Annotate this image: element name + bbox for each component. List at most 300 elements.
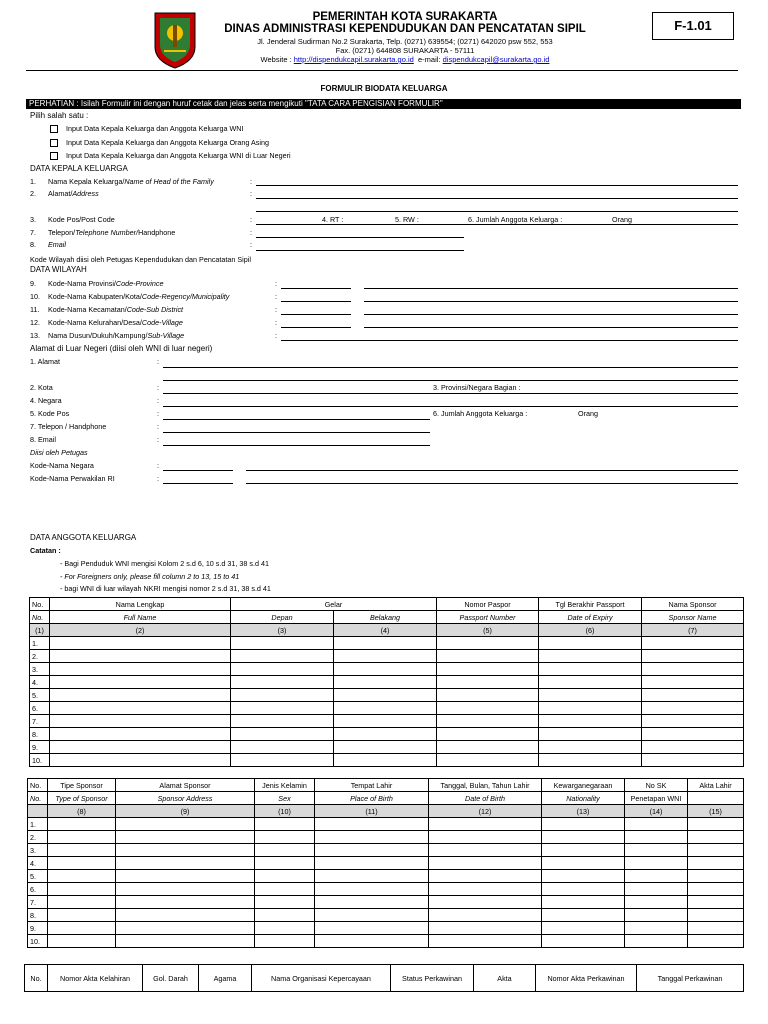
table-cell-input[interactable]	[48, 857, 116, 870]
country-code-input[interactable]	[163, 470, 233, 471]
table-cell-input[interactable]	[255, 831, 315, 844]
table-cell-input[interactable]	[429, 922, 542, 935]
row-number: 9.	[28, 922, 48, 935]
table-cell-input[interactable]	[116, 935, 255, 948]
table-cell-input[interactable]	[50, 650, 231, 663]
abroad-address-input-2[interactable]	[163, 380, 738, 381]
table-cell-input[interactable]	[334, 637, 437, 650]
table-cell-input[interactable]	[437, 754, 539, 767]
wilayah-label-13: Nama Dusun/Dukuh/Kampung/Sub-Village	[48, 331, 185, 340]
abroad-phone-input[interactable]	[163, 432, 430, 433]
t3-h-akta: Akta	[474, 965, 536, 992]
table-cell-input[interactable]	[429, 831, 542, 844]
table-cell-input[interactable]	[542, 831, 625, 844]
table-cell-input[interactable]	[116, 896, 255, 909]
table-cell-input[interactable]	[334, 754, 437, 767]
field-8-no: 8.	[30, 240, 36, 249]
table-cell-input[interactable]	[429, 896, 542, 909]
table-cell-input[interactable]	[48, 909, 116, 922]
table-cell-input[interactable]	[231, 715, 334, 728]
choice-label: Input Data Kepala Keluarga dan Anggota Keluarga WNI di Luar Negeri	[66, 151, 291, 160]
table-cell-input[interactable]	[437, 728, 539, 741]
table-cell-input[interactable]	[315, 935, 429, 948]
table-row	[30, 754, 744, 767]
table-cell-input[interactable]	[539, 650, 642, 663]
table-cell-input[interactable]	[625, 870, 688, 883]
col-expiry-header: Tgl Berakhir Passport	[539, 598, 642, 611]
table-cell-input[interactable]	[315, 883, 429, 896]
abroad-address-input-1[interactable]	[163, 367, 738, 368]
member-count-label: 6. Jumlah Anggota Keluarga :	[468, 215, 563, 224]
col-title-header: Gelar	[231, 598, 437, 611]
table-cell-input[interactable]	[315, 896, 429, 909]
website-label: Website :	[260, 55, 292, 64]
table-cell-input[interactable]	[539, 715, 642, 728]
member-table-1	[29, 597, 744, 767]
choice-foreign[interactable]	[50, 138, 269, 147]
rt-label: 4. RT :	[322, 215, 344, 224]
table-cell-input[interactable]	[255, 870, 315, 883]
table-cell-input[interactable]	[315, 870, 429, 883]
table-cell-input[interactable]	[539, 754, 642, 767]
regency-name-input[interactable]	[364, 301, 738, 302]
table-cell-input[interactable]	[315, 857, 429, 870]
t3-h-status: Status Perkawinan	[391, 965, 474, 992]
table-cell-input[interactable]	[625, 909, 688, 922]
row-number: 8.	[30, 728, 50, 741]
wilayah-heading: DATA WILAYAH	[30, 265, 87, 274]
table-cell-input[interactable]	[315, 818, 429, 831]
t2-h-birthplace-en: Place of Birth	[315, 792, 429, 805]
village-code-input[interactable]	[281, 327, 351, 328]
table-cell-input[interactable]	[116, 844, 255, 857]
table-cell-input[interactable]	[334, 676, 437, 689]
colon: :	[157, 396, 159, 405]
col-number: (6)	[539, 624, 642, 637]
field-3-no: 3.	[30, 215, 36, 224]
wilayah-row-13: 13.	[30, 331, 40, 340]
table-cell-input[interactable]	[688, 844, 744, 857]
abroad-email-input[interactable]	[163, 445, 430, 446]
t3-h-organisasi: Nama Organisasi Kepercayaan	[252, 965, 391, 992]
email-input[interactable]	[256, 250, 464, 251]
colon: :	[275, 331, 277, 340]
t2-h-address: Alamat Sponsor	[116, 779, 255, 792]
t2-h-sex-en: Sex	[255, 792, 315, 805]
district-name-input[interactable]	[364, 314, 738, 315]
table-cell-input[interactable]	[429, 909, 542, 922]
province-code-input[interactable]	[281, 288, 351, 289]
wilayah-label-9: Kode-Nama Provinsi/Code-Province	[48, 279, 164, 288]
row-number: 4.	[30, 676, 50, 689]
table-cell-input[interactable]	[542, 857, 625, 870]
table-cell-input[interactable]	[116, 909, 255, 922]
col-number	[28, 805, 48, 818]
table-row	[30, 689, 744, 702]
table-cell-input[interactable]	[688, 870, 744, 883]
table-cell-input[interactable]	[437, 702, 539, 715]
table-cell-input[interactable]	[688, 831, 744, 844]
table-cell-input[interactable]	[688, 857, 744, 870]
col-number: (7)	[642, 624, 744, 637]
table-row	[28, 870, 744, 883]
table-cell-input[interactable]	[255, 922, 315, 935]
table-cell-input[interactable]	[50, 663, 231, 676]
kode-wilayah-note: Kode Wilayah diisi oleh Petugas Kependudukan dan Pencatatan Sipil	[30, 255, 251, 264]
table-cell-input[interactable]	[334, 728, 437, 741]
note-1: - Bagi Penduduk WNI mengisi Kolom 2 s.d 6, 10 s.d 31, 38 s.d 41	[60, 559, 269, 568]
country-name-input[interactable]	[246, 470, 738, 471]
header-agency-title: DINAS ADMINISTRASI KEPENDUDUKAN DAN PENCATATAN SIPIL	[224, 23, 586, 35]
table-cell-input[interactable]	[429, 818, 542, 831]
table-cell-input[interactable]	[50, 702, 231, 715]
t2-h-type: Tipe Sponsor	[48, 779, 116, 792]
table-cell-input[interactable]	[437, 741, 539, 754]
member-table-3	[24, 964, 744, 992]
col-number: (5)	[437, 624, 539, 637]
col-number: (8)	[48, 805, 116, 818]
col-number: (2)	[50, 624, 231, 637]
table-cell-input[interactable]	[539, 637, 642, 650]
table-cell-input[interactable]	[50, 676, 231, 689]
table-cell-input[interactable]	[231, 702, 334, 715]
colon: :	[157, 461, 159, 470]
table-row	[28, 883, 744, 896]
table-cell-input[interactable]	[231, 741, 334, 754]
city-emblem-logo	[152, 11, 198, 69]
luar-provinsi-label: 3. Provinsi/Negara Bagian :	[433, 383, 521, 392]
table-cell-input[interactable]	[688, 935, 744, 948]
colon: :	[250, 189, 252, 198]
table-cell-input[interactable]	[50, 689, 231, 702]
luar-kode-negara-label: Kode-Nama Negara	[30, 461, 94, 470]
table-row	[30, 702, 744, 715]
header-web-line	[200, 55, 610, 64]
table-cell-input[interactable]	[539, 663, 642, 676]
table-cell-input[interactable]	[231, 650, 334, 663]
table-cell-input[interactable]	[255, 935, 315, 948]
choice-abroad[interactable]	[50, 151, 291, 160]
luar-petugas-note: Diisi oleh Petugas	[30, 448, 88, 457]
t3-h-akta-lahir: Nomor Akta Kelahiran	[48, 965, 143, 992]
form-code-box: F-1.01	[652, 12, 734, 40]
table-row	[30, 663, 744, 676]
address-input-1[interactable]	[256, 198, 738, 199]
table-cell-input[interactable]	[625, 883, 688, 896]
colon: :	[250, 240, 252, 249]
table-cell-input[interactable]	[255, 818, 315, 831]
table-cell-input[interactable]	[334, 650, 437, 663]
table-cell-input[interactable]	[625, 935, 688, 948]
luar-jumlah-label: 6. Jumlah Anggota Keluarga :	[433, 409, 528, 418]
choice-wni[interactable]	[50, 124, 243, 133]
table-cell-input[interactable]	[437, 689, 539, 702]
table-cell-input[interactable]	[255, 896, 315, 909]
field-7-no: 7.	[30, 228, 36, 237]
table-row	[30, 728, 744, 741]
table-cell-input[interactable]	[429, 870, 542, 883]
table-cell-input[interactable]	[542, 896, 625, 909]
note-2: - For Foreigners only, please fill column 2 to 13, 15 to 41	[60, 572, 240, 581]
table-cell-input[interactable]	[116, 870, 255, 883]
luar-telepon-label: 7. Telepon / Handphone	[30, 422, 107, 431]
table-cell-input[interactable]	[542, 844, 625, 857]
table-cell-input[interactable]	[539, 741, 642, 754]
orang-label: Orang	[612, 215, 632, 224]
abroad-postcode-input[interactable]	[163, 419, 430, 420]
table-cell-input[interactable]	[255, 909, 315, 922]
table-cell-input[interactable]	[116, 922, 255, 935]
wilayah-row-9: 9.	[30, 279, 36, 288]
table-cell-input[interactable]	[625, 818, 688, 831]
table-cell-input[interactable]	[116, 857, 255, 870]
table-cell-input[interactable]	[625, 831, 688, 844]
colon: :	[157, 383, 159, 392]
table-cell-input[interactable]	[231, 728, 334, 741]
table-row	[28, 818, 744, 831]
table-cell-input[interactable]	[48, 922, 116, 935]
table-cell-input[interactable]	[231, 689, 334, 702]
table-cell-input[interactable]	[642, 754, 744, 767]
head-name-input[interactable]	[256, 185, 738, 186]
row-number: 2.	[30, 650, 50, 663]
table-cell-input[interactable]	[255, 844, 315, 857]
col-number: (14)	[625, 805, 688, 818]
subvillage-input[interactable]	[281, 340, 738, 341]
luar-email-label: 8. Email	[30, 435, 56, 444]
abroad-country-input[interactable]	[163, 406, 738, 407]
table-cell-input[interactable]	[625, 844, 688, 857]
row-number: 7.	[30, 715, 50, 728]
table-cell-input[interactable]	[642, 650, 744, 663]
col-number: (15)	[688, 805, 744, 818]
table-cell-input[interactable]	[437, 715, 539, 728]
col-number: (13)	[542, 805, 625, 818]
luar-alamat-label: 1. Alamat	[30, 357, 60, 366]
row-number: 2.	[28, 831, 48, 844]
table-cell-input[interactable]	[437, 676, 539, 689]
table-cell-input[interactable]	[255, 883, 315, 896]
table-cell-input[interactable]	[642, 715, 744, 728]
col-sponsor-header-en: Sponsor Name	[642, 611, 744, 624]
table-cell-input[interactable]	[315, 831, 429, 844]
table-cell-input[interactable]	[315, 844, 429, 857]
field-1-label: Nama Kepala Keluarga/Name of Head of the Family	[48, 177, 214, 186]
row-number: 10.	[28, 935, 48, 948]
colon: :	[275, 318, 277, 327]
luar-heading: Alamat di Luar Negeri (diisi oleh WNI di luar negeri)	[30, 344, 213, 353]
table-cell-input[interactable]	[48, 818, 116, 831]
table-cell-input[interactable]	[542, 935, 625, 948]
table-cell-input[interactable]	[642, 702, 744, 715]
table-cell-input[interactable]	[625, 857, 688, 870]
note-3: - bagi WNI di luar wilayah NKRI mengisi nomor 2 s.d 31, 38 s.d 41	[60, 584, 271, 593]
table-cell-input[interactable]	[315, 909, 429, 922]
table-cell-input[interactable]	[50, 715, 231, 728]
table-row	[28, 922, 744, 935]
table-cell-input[interactable]	[437, 650, 539, 663]
t2-h-birthdate: Tanggal, Bulan, Tahun Lahir	[429, 779, 542, 792]
table-cell-input[interactable]	[542, 922, 625, 935]
table-cell-input[interactable]	[315, 922, 429, 935]
table-row	[30, 676, 744, 689]
t2-h-sk: No SK	[625, 779, 688, 792]
email-label: e-mail:	[418, 55, 441, 64]
table-cell-input[interactable]	[429, 883, 542, 896]
table-cell-input[interactable]	[625, 896, 688, 909]
t2-h-birthplace: Tempat Lahir	[315, 779, 429, 792]
row-number: 3.	[30, 663, 50, 676]
table-cell-input[interactable]	[642, 663, 744, 676]
col-back-title-header: Belakang	[334, 611, 437, 624]
t2-h-birthdate-en: Date of Birth	[429, 792, 542, 805]
table-cell-input[interactable]	[50, 754, 231, 767]
table-cell-input[interactable]	[116, 818, 255, 831]
colon: :	[275, 292, 277, 301]
col-number: (9)	[116, 805, 255, 818]
col-passport-header-en: Passport Number	[437, 611, 539, 624]
header-address: Jl. Jenderal Sudirman No.2 Surakarta, Telp. (0271) 639554; (0271) 642020 psw 552, 553	[257, 37, 553, 46]
table-cell-input[interactable]	[688, 896, 744, 909]
table-cell-input[interactable]	[642, 676, 744, 689]
table-cell-input[interactable]	[542, 818, 625, 831]
table-cell-input[interactable]	[48, 831, 116, 844]
row-number: 1.	[28, 818, 48, 831]
t2-h-no-en: No.	[28, 792, 48, 805]
table-cell-input[interactable]	[48, 896, 116, 909]
postcode-rt-rw-input[interactable]	[256, 224, 738, 225]
t2-h-sex: Jenis Kelamin	[255, 779, 315, 792]
choice-label: Input Data Kepala Keluarga dan Anggota Keluarga WNI	[66, 124, 244, 133]
table-cell-input[interactable]	[50, 741, 231, 754]
mission-code-input[interactable]	[163, 483, 233, 484]
table-row	[30, 650, 744, 663]
colon: :	[157, 357, 159, 366]
table-cell-input[interactable]	[334, 689, 437, 702]
table-row	[30, 741, 744, 754]
table-cell-input[interactable]	[642, 728, 744, 741]
row-number: 5.	[28, 870, 48, 883]
table-cell-input[interactable]	[539, 689, 642, 702]
table-cell-input[interactable]	[334, 715, 437, 728]
table-cell-input[interactable]	[688, 883, 744, 896]
table-cell-input[interactable]	[688, 909, 744, 922]
email-link[interactable]: dispendukcapil@surakarta.go.id	[442, 55, 550, 64]
table-cell-input[interactable]	[539, 676, 642, 689]
table-cell-input[interactable]	[231, 676, 334, 689]
wilayah-row-10: 10.	[30, 292, 40, 301]
t2-h-akta-en	[688, 792, 744, 805]
row-number: 3.	[28, 844, 48, 857]
luar-kodepos-label: 5. Kode Pos	[30, 409, 70, 418]
t3-h-no: No.	[25, 965, 48, 992]
checkbox-icon[interactable]	[50, 152, 58, 160]
table-cell-input[interactable]	[48, 844, 116, 857]
row-number: 9.	[30, 741, 50, 754]
table-cell-input[interactable]	[48, 935, 116, 948]
table-cell-input[interactable]	[334, 663, 437, 676]
phone-input[interactable]	[256, 237, 464, 238]
table-row	[30, 715, 744, 728]
table-cell-input[interactable]	[50, 728, 231, 741]
col-number: (4)	[334, 624, 437, 637]
table-cell-input[interactable]	[231, 637, 334, 650]
table-cell-input[interactable]	[429, 857, 542, 870]
table-cell-input[interactable]	[642, 741, 744, 754]
luar-orang-label: Orang	[578, 409, 598, 418]
field-2-label: Alamat/Address	[48, 189, 99, 198]
table-cell-input[interactable]	[429, 935, 542, 948]
table-cell-input[interactable]	[437, 637, 539, 650]
table-cell-input[interactable]	[542, 883, 625, 896]
table-cell-input[interactable]	[48, 883, 116, 896]
table-cell-input[interactable]	[688, 922, 744, 935]
table-cell-input[interactable]	[437, 663, 539, 676]
row-number: 4.	[28, 857, 48, 870]
table-cell-input[interactable]	[539, 728, 642, 741]
table-cell-input[interactable]	[50, 637, 231, 650]
catatan-label: Catatan :	[30, 546, 61, 555]
village-name-input[interactable]	[364, 327, 738, 328]
regency-code-input[interactable]	[281, 301, 351, 302]
table-cell-input[interactable]	[429, 844, 542, 857]
table-cell-input[interactable]	[116, 831, 255, 844]
col-number: (11)	[315, 805, 429, 818]
table-cell-input[interactable]	[542, 870, 625, 883]
abroad-city-input[interactable]	[163, 393, 738, 394]
field-7-label: Telepon/Telephone Number/Handphone	[48, 228, 176, 237]
col-number: (3)	[231, 624, 334, 637]
district-code-input[interactable]	[281, 314, 351, 315]
form-title: FORMULIR BIODATA KELUARGA	[320, 84, 448, 93]
table-cell-input[interactable]	[539, 702, 642, 715]
table-cell-input[interactable]	[642, 689, 744, 702]
choice-label: Input Data Kepala Keluarga dan Anggota Keluarga Orang Asing	[66, 138, 269, 147]
table-row	[28, 857, 744, 870]
table-cell-input[interactable]	[334, 741, 437, 754]
table-cell-input[interactable]	[231, 663, 334, 676]
table-cell-input[interactable]	[255, 857, 315, 870]
table-cell-input[interactable]	[642, 637, 744, 650]
table-cell-input[interactable]	[542, 909, 625, 922]
checkbox-icon[interactable]	[50, 125, 58, 133]
table-cell-input[interactable]	[688, 818, 744, 831]
table-cell-input[interactable]	[334, 702, 437, 715]
table-cell-input[interactable]	[231, 754, 334, 767]
field-3-label: Kode Pos/Post Code	[48, 215, 115, 224]
website-link[interactable]: http://dispendukcapil.surakarta.go.id	[293, 55, 414, 64]
mission-name-input[interactable]	[246, 483, 738, 484]
field-8-label: Email	[48, 240, 66, 249]
colon: :	[250, 177, 252, 186]
colon: :	[275, 305, 277, 314]
colon: :	[275, 279, 277, 288]
wilayah-row-11: 11.	[30, 305, 40, 314]
table-cell-input[interactable]	[48, 870, 116, 883]
colon: :	[250, 228, 252, 237]
table-row	[28, 935, 744, 948]
rw-label: 5. RW :	[395, 215, 419, 224]
t2-h-nationality-en: Nationality	[542, 792, 625, 805]
table-cell-input[interactable]	[116, 883, 255, 896]
address-input-2[interactable]	[256, 211, 738, 212]
col-sponsor-header: Nama Sponsor	[642, 598, 744, 611]
t2-h-no: No.	[28, 779, 48, 792]
province-name-input[interactable]	[364, 288, 738, 289]
table-cell-input[interactable]	[625, 922, 688, 935]
checkbox-icon[interactable]	[50, 139, 58, 147]
col-passport-header: Nomor Paspor	[437, 598, 539, 611]
